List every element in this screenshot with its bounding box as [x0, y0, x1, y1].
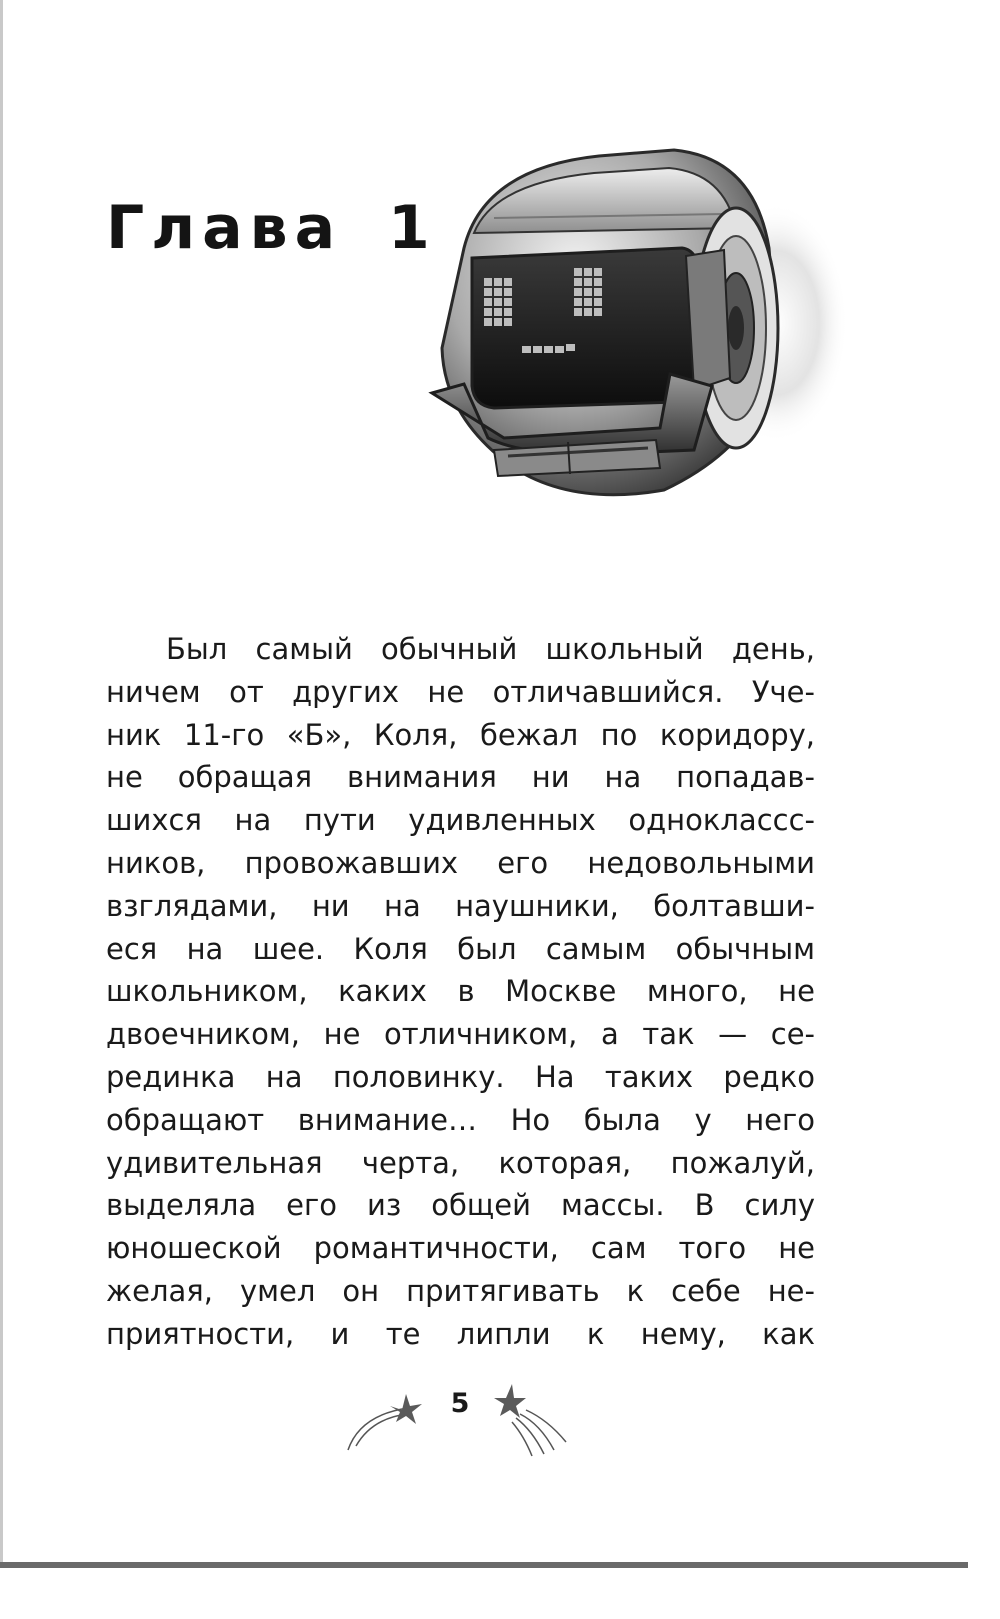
- text-line: желая, умел он притягивать к себе не-: [106, 1273, 815, 1308]
- body-text: [106, 628, 815, 1356]
- text-line: двоечником, не отличником, а так — се-: [106, 1017, 815, 1052]
- text-line: юношеской романтичности, сам того не: [106, 1231, 815, 1266]
- text-line: обращают внимание… Но была у него: [106, 1102, 815, 1137]
- page-edge: [0, 1562, 968, 1568]
- text-line: приятности, и те липли к нему, как: [106, 1316, 815, 1351]
- text-line: ников, провожавших его недовольными: [106, 845, 815, 880]
- text-line: не обращая внимания ни на попадав-: [106, 760, 815, 795]
- text-line: ник 11-го «Б», Коля, бежал по коридору,: [106, 717, 815, 752]
- robot-ball-icon: [424, 138, 864, 508]
- text-line: Был самый обычный школьный день,: [166, 632, 815, 666]
- text-line: ничем от других не отличавшийся. Уче-: [106, 674, 815, 709]
- page-edge: [0, 0, 3, 1568]
- text-line: еся на шее. Коля был самым обычным: [106, 931, 815, 966]
- page-footer: [340, 1380, 580, 1460]
- page-number: 5: [450, 1388, 470, 1419]
- text-line: взглядами, ни на наушники, болтавши-: [106, 888, 815, 923]
- chapter-title: Глава 1: [106, 193, 437, 263]
- text-line: рединка на половинку. На таких редко: [106, 1059, 815, 1094]
- text-line: школьником, каких в Москве много, не: [106, 974, 815, 1009]
- text-line: выделяла его из общей массы. В силу: [106, 1188, 815, 1223]
- text-line: удивительная черта, которая, пожалуй,: [106, 1145, 815, 1180]
- text-line: шихся на пути удивленных одноклассс-: [106, 803, 815, 838]
